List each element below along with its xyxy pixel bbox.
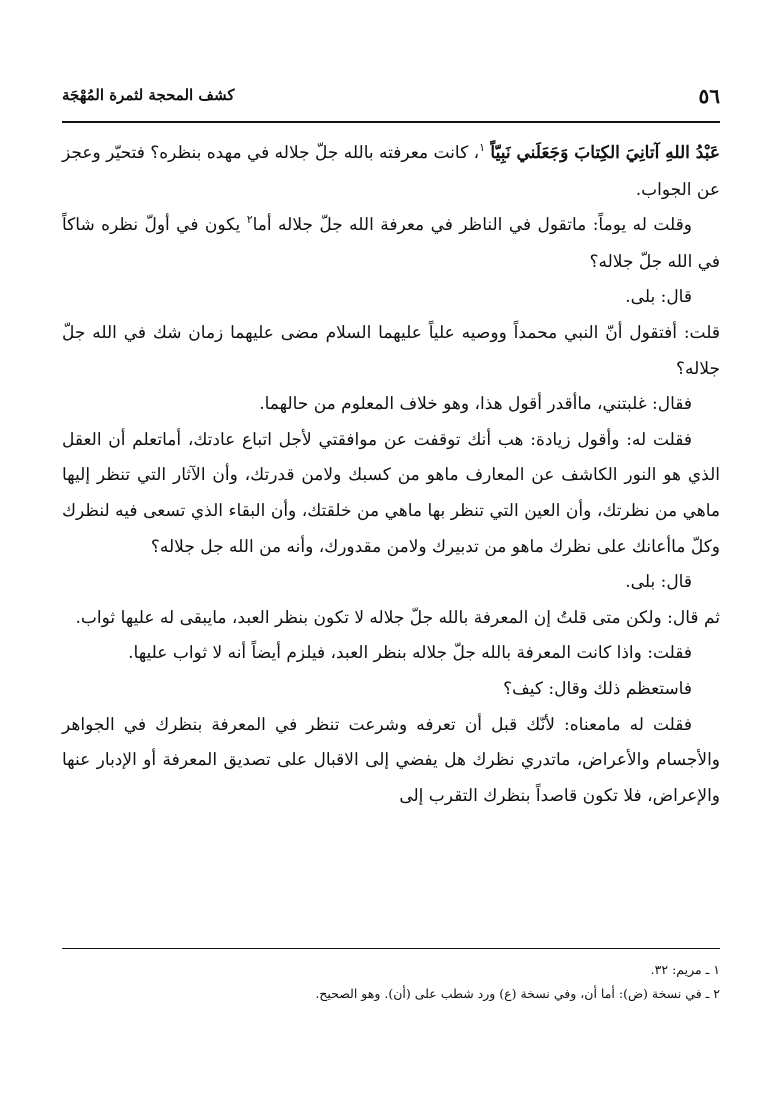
header-rule	[62, 121, 720, 123]
paragraph: فقلت: واذا كانت المعرفة بالله جلّ جلاله بنظر العبد، فيلزم أيضاً أنه لا ثواب عليها.	[128, 643, 692, 664]
paragraph-text: ، كانت معرفته بالله جلّ جلاله في مهده بنظره؟ فتحيّر وعجز عن الجواب.	[62, 143, 720, 200]
footnote: ٢ ـ في نسخة (ض): أما أن، وفي نسخة (ع) ورد شطب على (أن). وهو الصحيح.	[315, 986, 720, 1001]
footnotes	[62, 958, 720, 1006]
footnote-rule	[62, 948, 720, 949]
main-text	[62, 136, 720, 814]
paragraph	[62, 136, 720, 208]
footnote-marker: ١	[479, 141, 485, 154]
paragraph-text: يكون في أولّ نظره شاكاً في الله جلّ جلاله؟	[62, 215, 720, 272]
paragraph-text: وقلت له يوماً: ماتقول في الناظر في معرفة الله جلّ جلاله أما	[252, 215, 692, 236]
paragraph: قال: بلى.	[625, 572, 692, 593]
paragraph: قلت: أفتقول أنّ النبي محمداً ووصيه علياً عليهما السلام مضى عليهما زمان شك في الله جلّ جلاله؟	[62, 322, 720, 379]
running-head	[62, 84, 720, 114]
paragraph: فاستعظم ذلك وقال: كيف؟	[503, 678, 692, 699]
paragraph	[62, 208, 720, 280]
page-number: ٥٦	[698, 84, 720, 108]
paragraph: فقال: غلبتني، ماأقدر أقول هذا، وهو خلاف المعلوم من حالهما.	[259, 394, 692, 415]
paragraph: قال: بلى.	[625, 287, 692, 308]
paragraph: ثم قال: ولكن متى قلتُ إن المعرفة بالله جلّ جلاله لا تكون بنظر العبد، مايبقى له عليها ثواب.	[75, 607, 720, 628]
footnote: ١ ـ مريم: ٣٢.	[650, 962, 720, 977]
footnote-marker: ٢	[246, 213, 253, 227]
paragraph: فقلت له: وأقول زيادة: هب أنك توقفت عن موافقتي لأجل اتباع عادتك، أماتعلم أن العقل الذي هو النور الكاشف عن المعارف ماهو من كسبك ولامن قدرتك، وأن الآثار التي تنظر إليها ماهي من نظرتك، وأن العين التي تنظر بها ماهي من خلقتك، وأن البقاء الذي تسعى فيه لنظرك وكلّ ماأعانك على نظرك ماهو من تدبيرك ولامن مقدورك، وأنه من الله جل جلاله؟	[62, 429, 720, 557]
running-title: كشف المحجة لثمرة المُهْجَة	[62, 86, 235, 104]
quran-quote: عَبْدُ اللهِ آتانِيَ الكِتابَ وَجَعَلَني نَبِيّاً	[490, 143, 720, 163]
paragraph: فقلت له مامعناه: لأنّك قبل أن تعرفه وشرعت تنظر في المعرفة بنظرك في الجواهر والأجسام والأعراض، ماتدري نظرك هل يفضي إلى الاقبال على تصديق المعرفة أو الإدبار عنها والإعراض، فلا تكون قاصداً بنظرك التقرب إلى	[62, 714, 720, 806]
